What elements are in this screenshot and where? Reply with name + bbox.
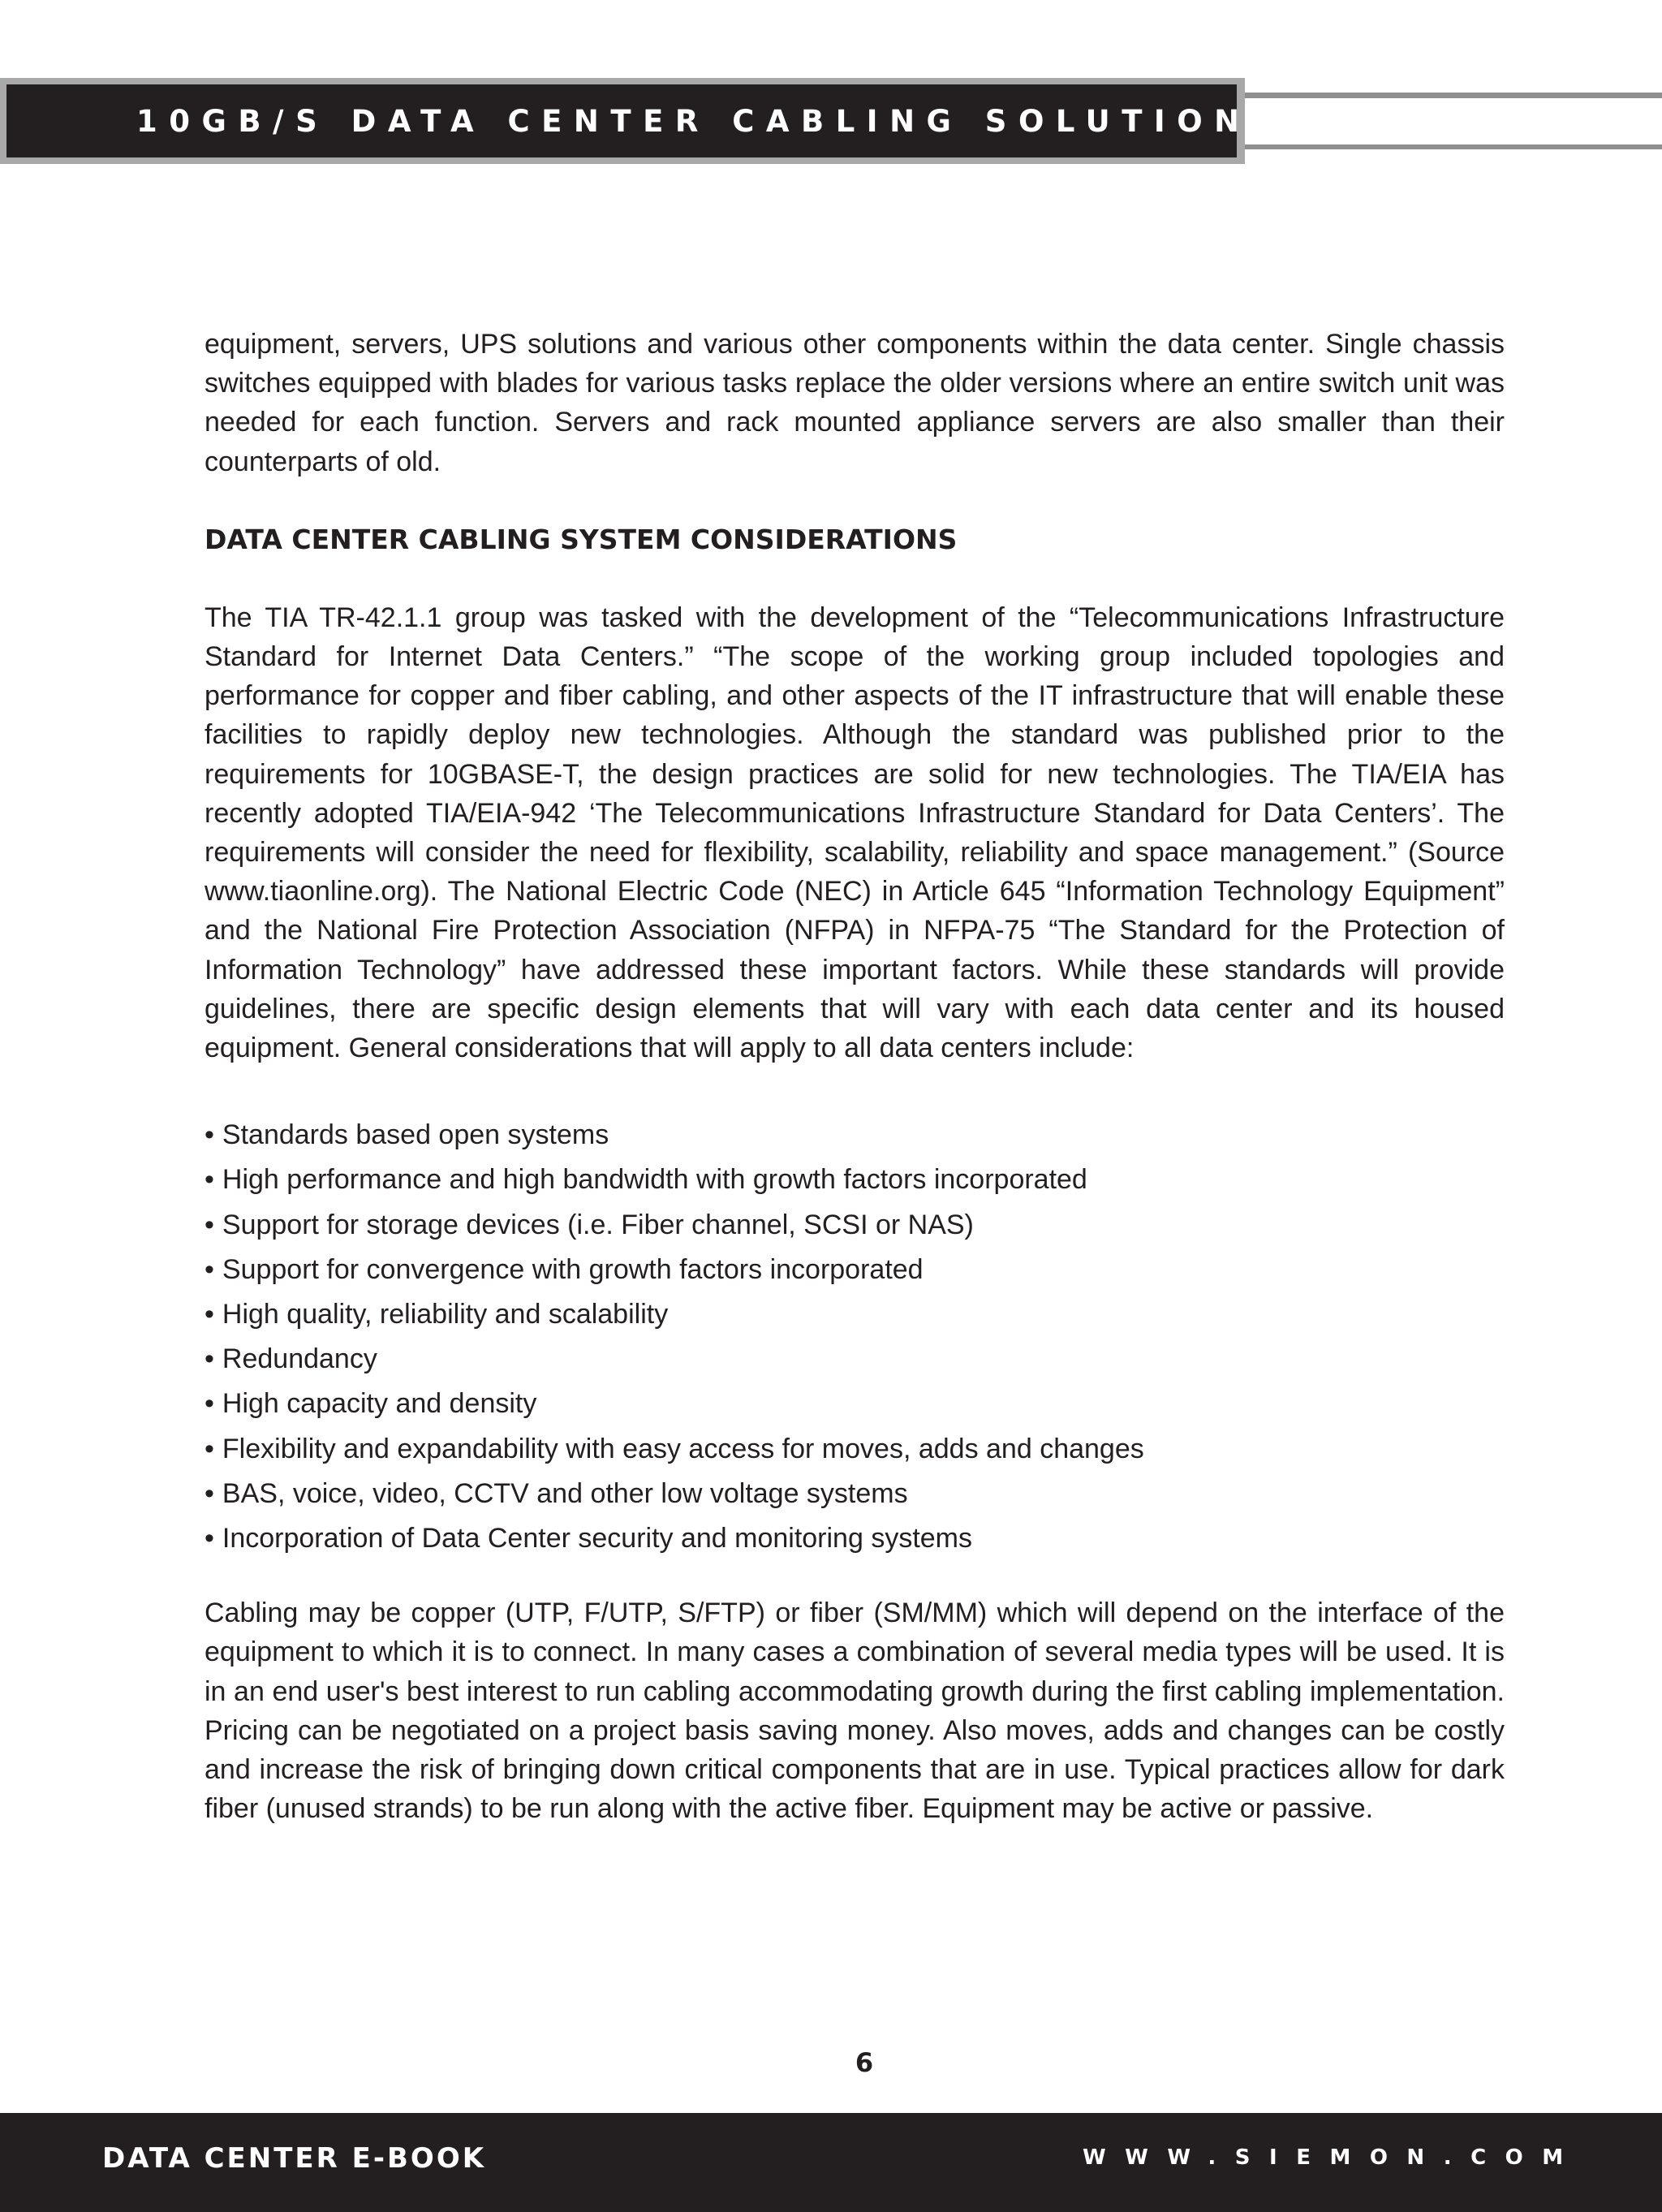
footer-website-link[interactable]: WWW.SIEMON.COM	[1083, 2145, 1582, 2170]
section-heading: DATA CENTER CABLING SYSTEM CONSIDERATIONS	[205, 523, 958, 555]
standards-paragraph: The TIA TR-42.1.1 group was tasked with the development of the “Telecommunications Infrastructure Standard for Internet Data Centers.” “The scope of the working group included topologies and performance for copper and fiber cabling, and other aspects of the IT infrastructure that will enable these facilities to rapidly deploy new technologies. Although the standard was published prior to the requirements for 10GBASE-T, the design practices are solid for new technologies. The TIA/EIA has recently adopted TIA/EIA-942 ‘The Telecommunications Infrastructure Standard for Data Centers’. The requirements will consider the need for flexibility, scalability, reliability and space management.” (Source www.tiaonline.org). The National Electric Code (NEC) in Article 645 “Information Technology Equipment” and the National Fire Protection Association (NFPA) in NFPA-75 “The Standard for the Protection of Information Technology” have addressed these important factors. While these standards will provide guidelines, there are specific design elements that will vary with each data center and its housed equipment. General considerations that will apply to all data centers include:	[205, 602, 1505, 1064]
considerations-list	[205, 1113, 1505, 1561]
list-item: • Support for convergence with growth factors incorporated	[205, 1248, 1505, 1292]
header-rule-top	[1242, 93, 1662, 98]
list-item: • BAS, voice, video, CCTV and other low voltage systems	[205, 1472, 1505, 1516]
footer-bar	[0, 2113, 1662, 2212]
cabling-paragraph: Cabling may be copper (UTP, F/UTP, S/FTP) or fiber (SM/MM) which will depend on the interface of the equipment to which it is to connect. In many cases a combination of several media types will be used. It is in an end user's best interest to run cabling accommodating growth during the first cabling implementation. Pricing can be negotiated on a project basis saving money. Also moves, adds and changes can be costly and increase the risk of bringing down critical components that are in use. Typical practices allow for dark fiber (unused strands) to be run along with the active fiber. Equipment may be active or passive.	[205, 1598, 1505, 1825]
list-item: • High performance and high bandwidth with growth factors incorporated	[205, 1158, 1505, 1202]
list-item: • High capacity and density	[205, 1382, 1505, 1426]
header-bar	[0, 78, 1285, 164]
header-inner	[6, 84, 1285, 157]
list-item: • High quality, reliability and scalability	[205, 1292, 1505, 1337]
main-content	[205, 325, 1505, 1829]
footer-ebook-title: DATA CENTER E-BOOK	[102, 2142, 487, 2175]
list-item: • Flexibility and expandability with easy access for moves, adds and changes	[205, 1427, 1505, 1472]
header-rule-bottom	[1242, 144, 1662, 149]
list-item: • Incorporation of Data Center security and monitoring systems	[205, 1516, 1505, 1561]
list-item: • Support for storage devices (i.e. Fiber channel, SCSI or NAS)	[205, 1203, 1505, 1248]
intro-paragraph: equipment, servers, UPS solutions and various other components within the data center. Single chassis switches equipped with blades for various tasks replace the older versions where an entire switch unit was needed for each function. Servers and rack mounted appliance servers are also smaller than their counterparts of old.	[205, 329, 1505, 477]
header-title: 10GB/S DATA CENTER CABLING SOLUTIONS	[136, 103, 1285, 139]
list-item: • Standards based open systems	[205, 1113, 1505, 1158]
list-item: • Redundancy	[205, 1337, 1505, 1382]
page-number: 6	[855, 2047, 874, 2078]
